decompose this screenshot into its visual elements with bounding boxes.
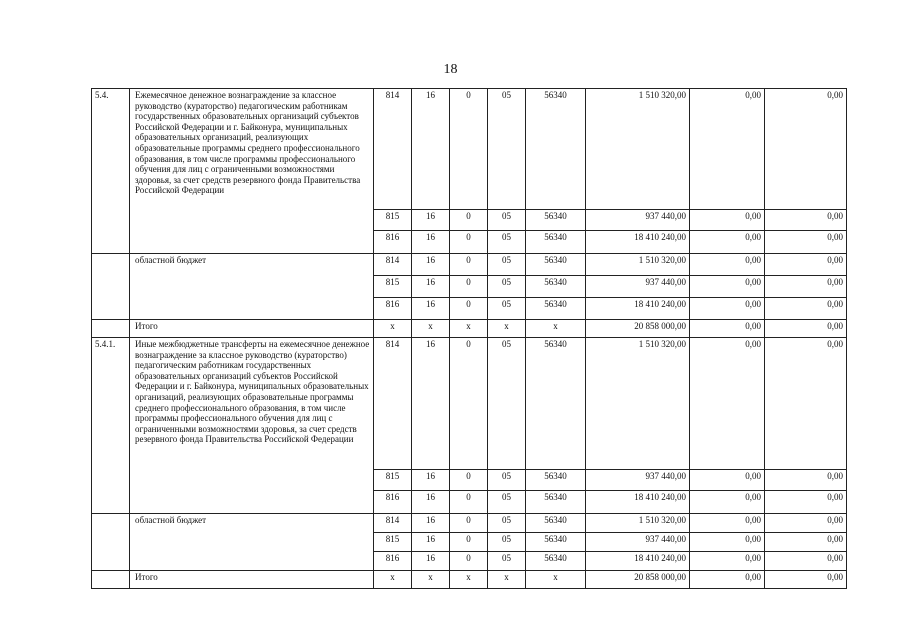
table-cell: 05 (488, 552, 526, 571)
table-cell: 56340 (526, 533, 586, 552)
table-cell: 05 (488, 231, 526, 254)
table-cell: 0,00 (690, 571, 765, 589)
table-cell: 0 (450, 552, 488, 571)
table-cell: x (412, 571, 450, 589)
table-cell: 16 (412, 470, 450, 491)
table-cell: 0,00 (765, 552, 847, 571)
table-cell: 05 (488, 298, 526, 320)
table-cell: 0,00 (690, 533, 765, 552)
row-number-empty (92, 320, 130, 338)
table-cell: 815 (374, 210, 412, 231)
table-cell: 56340 (526, 276, 586, 298)
table-cell: 0,00 (690, 231, 765, 254)
amount-cell: 18 410 240,00 (586, 491, 690, 514)
table-cell: x (412, 320, 450, 338)
table-cell: 56340 (526, 231, 586, 254)
table-cell: 16 (412, 491, 450, 514)
table-cell: 0,00 (765, 533, 847, 552)
table-cell: 05 (488, 338, 526, 470)
table-cell: 0 (450, 470, 488, 491)
table-cell: 814 (374, 514, 412, 533)
row-description: Ежемесячное денежное вознаграждение за классное руководство (кураторство) педагогическим работникам государственных образовательных организаций субъектов Российской Федерации и г. Байконура, муниципальных образовательных организаций, реализующих образовательные программы среднего профессионального образования, в том числе программы профессионального обучения для лиц с ограниченными возможностями здоровья, за счет средств резервного фонда Правительства Российской Федерации (130, 89, 374, 254)
table-cell: 814 (374, 254, 412, 276)
table-cell: 0,00 (690, 298, 765, 320)
table-cell: 0,00 (690, 552, 765, 571)
table-cell: 0,00 (690, 491, 765, 514)
amount-cell: 937 440,00 (586, 533, 690, 552)
table-cell: 05 (488, 210, 526, 231)
table-cell: 815 (374, 533, 412, 552)
table-cell: 0 (450, 491, 488, 514)
amount-cell: 1 510 320,00 (586, 89, 690, 210)
table-cell: 0,00 (765, 571, 847, 589)
table-cell: 56340 (526, 338, 586, 470)
table-cell: x (526, 571, 586, 589)
page-number: 18 (443, 62, 458, 77)
table-cell: 0,00 (690, 514, 765, 533)
amount-cell: 18 410 240,00 (586, 552, 690, 571)
row-number-empty (92, 254, 130, 320)
table-cell: 816 (374, 298, 412, 320)
table-row (92, 338, 847, 470)
table-cell: 56340 (526, 491, 586, 514)
table-cell: 16 (412, 338, 450, 470)
total-label: Итого (130, 571, 374, 589)
table-cell: 16 (412, 533, 450, 552)
table-cell: x (374, 320, 412, 338)
amount-cell: 937 440,00 (586, 210, 690, 231)
table-cell: 56340 (526, 470, 586, 491)
table-cell: x (374, 571, 412, 589)
table-cell: 0,00 (690, 89, 765, 210)
table-cell: 0,00 (765, 470, 847, 491)
table-cell: 05 (488, 89, 526, 210)
table-cell: 0,00 (765, 89, 847, 210)
table-cell: x (450, 320, 488, 338)
table-cell: 814 (374, 338, 412, 470)
sub-label: областной бюджет (130, 254, 374, 320)
table-cell: 0,00 (690, 276, 765, 298)
amount-cell: 20 858 000,00 (586, 320, 690, 338)
total-label: Итого (130, 320, 374, 338)
amount-cell: 18 410 240,00 (586, 231, 690, 254)
amount-cell: 1 510 320,00 (586, 338, 690, 470)
table-cell: 0,00 (765, 210, 847, 231)
table-cell: 0,00 (690, 470, 765, 491)
table-cell: 0 (450, 210, 488, 231)
table-cell: 56340 (526, 89, 586, 210)
table-cell: 0 (450, 514, 488, 533)
table-cell: 0,00 (765, 276, 847, 298)
table-cell: 56340 (526, 254, 586, 276)
table-cell: x (488, 571, 526, 589)
table-cell: 0,00 (765, 298, 847, 320)
sub-label: областной бюджет (130, 514, 374, 571)
table-cell: 16 (412, 276, 450, 298)
budget-table (91, 88, 847, 589)
table-cell: 0,00 (765, 320, 847, 338)
table-cell: 56340 (526, 210, 586, 231)
table-cell: 815 (374, 470, 412, 491)
amount-cell: 20 858 000,00 (586, 571, 690, 589)
amount-cell: 937 440,00 (586, 470, 690, 491)
table-cell: 816 (374, 491, 412, 514)
amount-cell: 1 510 320,00 (586, 254, 690, 276)
table-cell: 16 (412, 552, 450, 571)
table-cell: 814 (374, 89, 412, 210)
table-cell: 0 (450, 254, 488, 276)
amount-cell: 937 440,00 (586, 276, 690, 298)
table-cell: 0 (450, 338, 488, 470)
table-row (92, 514, 847, 533)
table-cell: 0,00 (690, 254, 765, 276)
table-row (92, 89, 847, 210)
row-number-empty (92, 514, 130, 571)
row-description: Иные межбюджетные трансферты на ежемесячное денежное вознаграждение за классное руководство (кураторство) педагогическим работникам государственных образовательных организаций субъектов Российской Федерации и г. Байконура, муниципальных образовательных организаций, реализующих образовательные программы среднего профессионального образования, в том числе программы профессионального обучения для лиц с ограниченными возможностями здоровья, за счет средств резервного фонда Правительства Российской Федерации (130, 338, 374, 514)
table-cell: 816 (374, 552, 412, 571)
table-cell: 0 (450, 276, 488, 298)
row-number-empty (92, 571, 130, 589)
table-cell: 815 (374, 276, 412, 298)
table-cell: 816 (374, 231, 412, 254)
table-cell: 05 (488, 276, 526, 298)
table-cell: 56340 (526, 514, 586, 533)
table-cell: 0,00 (690, 320, 765, 338)
table-cell: x (526, 320, 586, 338)
table-cell: 0,00 (765, 338, 847, 470)
table-cell: x (488, 320, 526, 338)
table-cell: 0,00 (690, 210, 765, 231)
table-cell: 0,00 (765, 254, 847, 276)
amount-cell: 18 410 240,00 (586, 298, 690, 320)
table-cell: 16 (412, 231, 450, 254)
table-cell: 56340 (526, 552, 586, 571)
table-cell: 0 (450, 533, 488, 552)
table-row (92, 254, 847, 276)
total-row (92, 571, 847, 589)
table-cell: 0 (450, 89, 488, 210)
table-cell: 05 (488, 533, 526, 552)
table-cell: 0 (450, 231, 488, 254)
table-cell: 05 (488, 491, 526, 514)
table-cell: 05 (488, 254, 526, 276)
table-cell: x (450, 571, 488, 589)
row-number: 5.4.1. (92, 338, 130, 514)
amount-cell: 1 510 320,00 (586, 514, 690, 533)
table-cell: 56340 (526, 298, 586, 320)
table-cell: 16 (412, 89, 450, 210)
table-cell: 16 (412, 254, 450, 276)
table-cell: 05 (488, 470, 526, 491)
table-cell: 0 (450, 298, 488, 320)
table-cell: 0,00 (765, 231, 847, 254)
table-cell: 16 (412, 514, 450, 533)
table-cell: 05 (488, 514, 526, 533)
total-row (92, 320, 847, 338)
table-cell: 16 (412, 298, 450, 320)
table-cell: 0,00 (690, 338, 765, 470)
table-cell: 0,00 (765, 514, 847, 533)
table-cell: 0,00 (765, 491, 847, 514)
table-cell: 16 (412, 210, 450, 231)
row-number: 5.4. (92, 89, 130, 254)
